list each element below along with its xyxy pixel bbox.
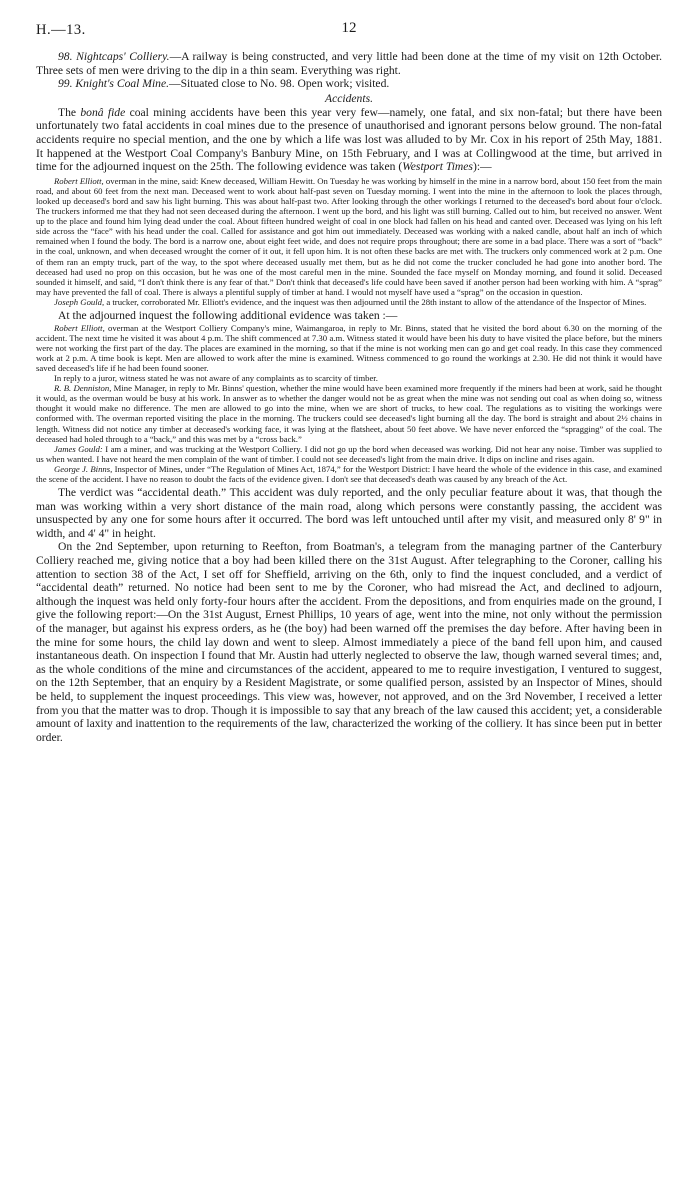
item-text: —Situated close to No. 98. Open work; visited. bbox=[169, 77, 390, 91]
page-number: 12 bbox=[341, 20, 357, 36]
witness-name: James Gould: bbox=[54, 443, 103, 454]
item-label: 98. Nightcaps' Colliery. bbox=[58, 50, 170, 63]
accidents-intro: The bonâ fide coal mining accidents have been this year very few—namely, one fatal, and six non-fatal; but there have been unfortunately two fatal accidents in coal mines due to the presence of unauthorised and ignorant persons below ground. The non-fatal accidents require no special mention, and the one by which a life was lost was alluded to by Mr. Cox in his report of 25th May, 1881. It happened at the Westport Coal Company's Banbury Mine, on 15th February, and I was at Collingwood at the time, but arrived in time for the adjourned inquest on the 25th. The following evidence was taken (Westport Times):— bbox=[36, 105, 662, 174]
item-text: —A railway is being constructed, and very little had been done at the time of my visit on 12th October. Three sets of men were driving to the dip in a thin seam. Everything was right. bbox=[36, 50, 662, 77]
mine-items bbox=[36, 50, 662, 91]
evidence-paragraph: Robert Elliott, overman at the Westport Colliery Company's mine, Waimangaroa, in reply to Mr. Binns, stated that he visited the bord about 6.30 on the morning of the accident. The next time he visited it was about 4 p.m. The shift commenced at 7.30 a.m. Witness stated it would have been his duty to have visited the place before, but the miners were not working the first part of the day. The places are examined in the morning, so that if the mine is not working men can go and get coal ready. In this case they commenced work at 2 p.m. A time book is kept. Men are allowed to work after the mine is examined. Witness commenced to go round the workings at 2.30. He did not think it would have saved deceased's life if he had been found sooner. bbox=[36, 322, 662, 373]
section-heading-accidents: Accidents. bbox=[325, 91, 373, 105]
intro-italic: bonâ fide bbox=[80, 105, 126, 119]
page-header bbox=[36, 0, 662, 40]
evidence-paragraph: R. B. Denniston, Mine Manager, in reply to Mr. Binns' question, whether the mine would have been examined more frequently if the miners had been at work, said he thought it would, as the overman would be busy at his work. In answer as to whether the danger would not be as great when the mine was not sending out coal as when doing so, witness thought it would make no difference. The men are allowed to go into the mine, when we are short of trucks, to hew coal. The regulations as to visiting the workings were conformed with. The overman reported visiting the place in the morning. The truckers could see deceased's light burning all the day. The bord is straight and about 2½ chains in length. Witness did not notice any timber at deceased's working face, it was lying at the flatsheet, about 50 feet above. We have never enforced the “spragging” of the coal. The deceased had holed through to a “back,” and this was met by a “cross back.” bbox=[36, 383, 662, 444]
evidence-paragraph: In reply to a juror, witness stated he was not aware of any complaints as to scarcity of timber. bbox=[54, 373, 378, 384]
evidence-paragraph: Robert Elliott, overman in the mine, said: Knew deceased, William Hewitt. On Tuesday he was working by himself in the mine in a narrow bord, about 150 feet from the main road, and about 60 feet from the next man. Deceased went to work about half-past seven on Tuesday morning. I went into the mine in the afternoon to look the places through, looked up deceased's bord and saw his light burning. This was about half-past two. After looking through the other workings I returned to the deceased's bord about four o'clock. The truckers informed me that they had not seen deceased during the afternoon. I went up the bord, and his light was still burning. Called out to him, but received no answer. Went up to the place and found him lying dead under the coal. About fifteen hundred weight of coal in one block had fallen on his head and canted over. Deceased was lying on his left side across the “face” with his head under the coal. Called for assistance and got him out immediately. Deceased was working with a naked candle, about half an inch of which remained when I found the body. The bord is a narrow one, about eight feet wide, and does not require props throughout; there are some in a bad place. There was a sort of “back” in the coal, unknown, and when deceased wrought the corner of it out, it fell upon him. It is not often these backs are met with. The truckers only commenced work at 2 p.m. One of them ran an empty truck, part of the way, to the spot where deceased usually met them, but as he did not come the trucker concluded he had gone into another bord. The deceased had used no prop on this occasion, but he was one of the most careful men in the mine. Sounded the face myself on Monday morning, and found it solid. Deceased sounded it himself, and said, “I don't think there is any fear of that.” Don't think that deceased's life could have been saved if another person had been working with him. A “sprag” may have prevented the fall of coal. There is always a plentiful supply of timber at hand. I would not myself have used a “sprag” on the occasion in question. bbox=[36, 175, 662, 297]
item-98 bbox=[36, 50, 662, 77]
report-series: H.—13. bbox=[36, 22, 86, 38]
evidence-paragraph: George J. Binns, Inspector of Mines, under “The Regulation of Mines Act, 1874,” for the Westport District: I have heard the whole of the evidence in this case, and examined the scene of the accident. I have no reason to doubt the facts of the evidence given. I don't see that deceased's death was caused by any breach of the Act. bbox=[36, 463, 662, 484]
evidence-paragraph: James Gould: I am a miner, and was trucking at the Westport Colliery. I did not go up the bord when deceased was working. Did not hear any noise. Timber was supplied to us when wanted. I have not heard the men complain of the want of timber. I could not see deceased's light from the main drive. It dips on incline and rises again. bbox=[36, 443, 662, 464]
witness-name: George J. Binns, bbox=[54, 463, 113, 474]
evidence-adjourned-inquest bbox=[36, 323, 662, 485]
verdict-paragraph: The verdict was “accidental death.” This accident was duly reported, and the only peculiar feature about it was, that though the man was working within a very short distance of the main road, along which persons were constantly passing, the accident was unsuspected by any one for some hours after it occurred. The bord was left untouched until after my visit, and measured only 8' 9" in width, and 4' 4" in height. bbox=[36, 486, 662, 540]
witness-name: R. B. Denniston, bbox=[54, 383, 112, 394]
item-99 bbox=[36, 77, 662, 91]
newspaper-source: Westport Times bbox=[402, 160, 473, 174]
adjourned-intro: At the adjourned inquest the following additional evidence was taken :— bbox=[58, 308, 398, 322]
evidence-first-inquest bbox=[36, 176, 662, 307]
evidence-paragraph: Joseph Gould, a trucker, corroborated Mr. Elliott's evidence, and the inquest was then adjourned until the 28th instant to allow of the attendance of the Inspector of Mines. bbox=[54, 296, 647, 307]
witness-name: Joseph Gould, bbox=[54, 296, 105, 307]
canterbury-colliery-paragraph: On the 2nd September, upon returning to Reefton, from Boatman's, a telegram from the managing partner of the Canterbury Colliery reached me, giving notice that a boy had been killed there on the 31st August. After telegraphing to the Coroner, calling his attention to section 38 of the Act, I set off for Sheffield, arriving on the 6th, only to find the inquest concluded, and a verdict of “accidental death” returned. No notice had been sent to me by the Coroner, who had misread the Act, and declined to adjourn, although the inquest was held only forty-four hours after the accident. From the depositions, and from enquiries made on the ground, I give the following report:—On the 31st August, Ernest Phillips, 10 years of age, went into the mine, not only without the permission of the manager, but against his express orders, as he (the boy) had been warned off the premises the day before. After having been in the mine for some hours, the child lay down and went to sleep. Almost immediately a piece of the band fell upon him, and caused instantaneous death. On inspection I found that Mr. Austin had utterly neglected to observe the law, though warned several times; and, as the whole conditions of the mine and circumstances of the accident, appeared to me to require investigation, I ventured to suggest, on the 12th September, that an enquiry by a Resident Magistrate, or some qualified person, assisted by an Inspector of Mines, should be held, to supplement the inquest proceedings. This view was, however, not approved, and on the 3rd November, I received a letter from you that the matter was to drop. Though it is impossible to say that any breach of the law caused this accident; yet, a considerable amount of laxity and inattention to the requirements of the law, characterized the working of the colliery. It has since been put in better order. bbox=[36, 540, 663, 744]
witness-name: Robert Elliott, bbox=[54, 175, 104, 186]
item-label: 99. Knight's Coal Mine. bbox=[58, 77, 170, 91]
witness-name: Robert Elliott, bbox=[54, 322, 105, 333]
